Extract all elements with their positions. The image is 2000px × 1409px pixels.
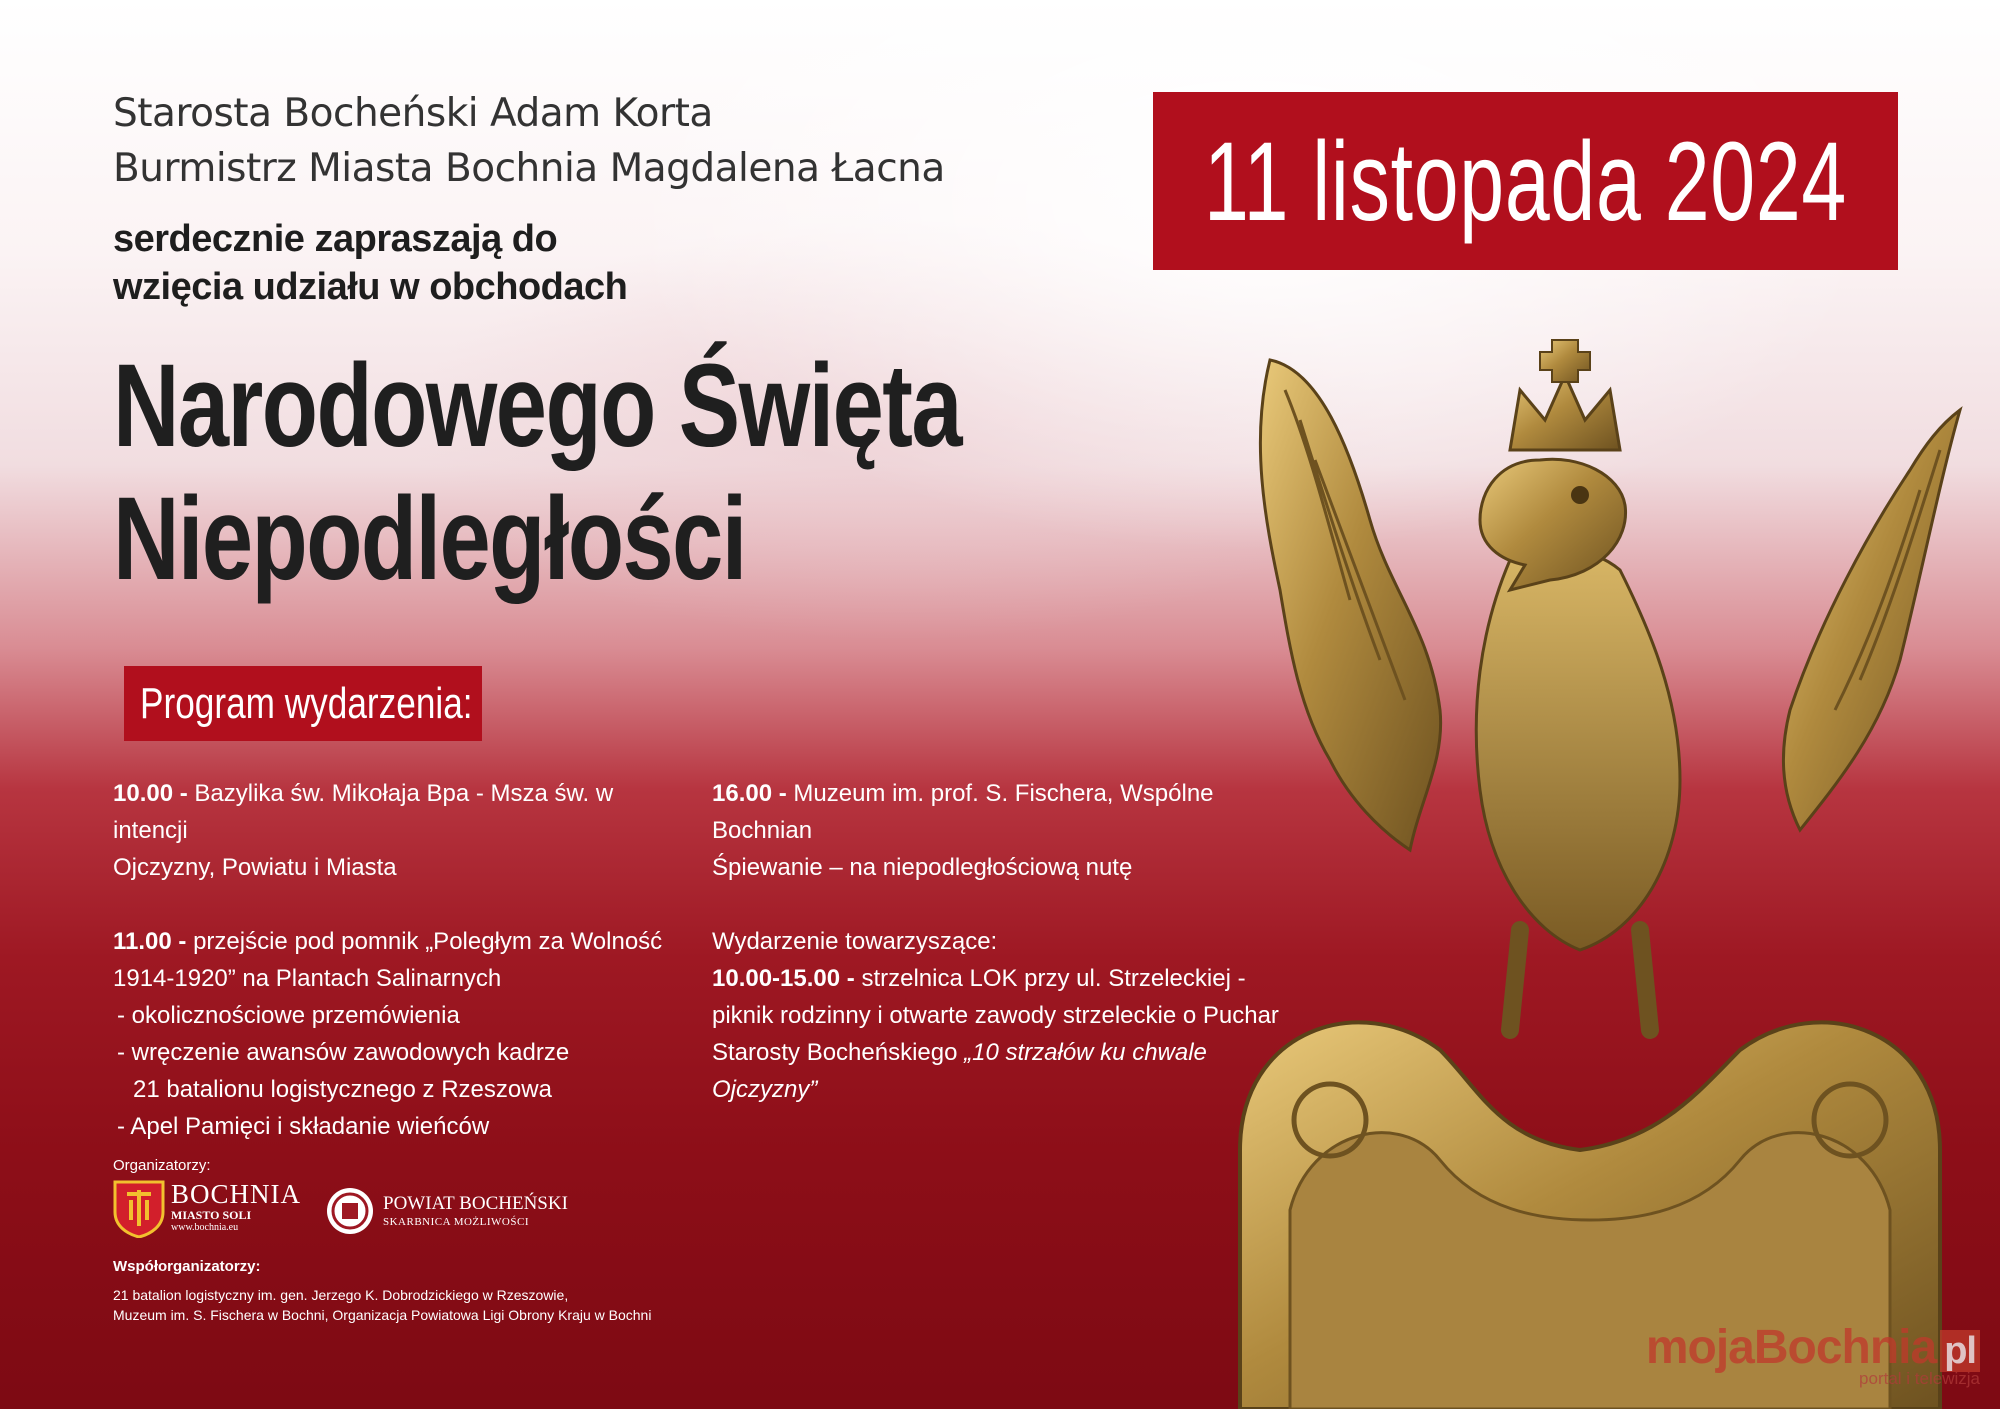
event-title-line-2: Niepodległości: [113, 473, 746, 605]
program-heading-box: [124, 666, 482, 741]
program-subitem: - Apel Pamięci i składanie wieńców: [117, 1113, 490, 1140]
watermark: [1646, 1320, 1980, 1389]
event-title-line-1: Narodowego Święta: [113, 340, 962, 472]
program-item-text: Śpiewanie – na niepodległościową nutę: [712, 854, 1133, 881]
side-event-heading: Wydarzenie towarzyszące:: [712, 928, 998, 955]
side-event-motto: „10 strzałów ku chwale Ojczyzny”: [712, 1039, 1207, 1103]
powiat-logo: [325, 1186, 568, 1236]
bochnia-name: BOCHNIA: [171, 1179, 302, 1209]
powiat-emblem-icon: [325, 1186, 375, 1236]
program-item-text: Bazylika św. Mikołaja Bpa - Msza św. w intencji: [113, 780, 614, 844]
coorganizer-line: Muzeum im. S. Fischera w Bochni, Organizacja Powiatowa Ligi Obrony Kraju w Bochni: [113, 1307, 652, 1323]
bochnia-tagline: MIASTO SOLI: [171, 1208, 252, 1222]
program-subitem: - wręczenie awansów zawodowych kadrze: [117, 1039, 570, 1066]
watermark-tagline: portal i telewizja: [1859, 1369, 1980, 1388]
program-item-1600: [712, 775, 1312, 886]
powiat-name: POWIAT BOCHEŃSKI: [383, 1193, 568, 1214]
coorganizers-list: [113, 1285, 813, 1325]
invitation-line-2: wzięcia udziału w obchodach: [113, 266, 628, 308]
invitation: [113, 215, 627, 311]
side-event-text: piknik rodzinny i otwarte zawody strzeleckie o Puchar: [712, 1002, 1279, 1029]
side-event-time: 10.00-15.00 -: [712, 965, 855, 992]
program-subitem: - okolicznościowe przemówienia: [117, 1002, 460, 1029]
program-item-time: 10.00 -: [113, 780, 188, 807]
host-burmistrz: Burmistrz Miasta Bochnia Magdalena Łacna: [113, 146, 945, 191]
program-item-time: 11.00 -: [113, 928, 187, 955]
event-title: [113, 340, 961, 606]
program-item-text: Muzeum im. prof. S. Fischera, Wspólne Bochnian: [712, 780, 1214, 844]
program-column-right: [712, 775, 1312, 1108]
program-column-left: [113, 775, 673, 1182]
hosts: [113, 86, 945, 196]
program-item-1100: [113, 923, 673, 1145]
organizers-label: Organizatorzy:: [113, 1157, 211, 1174]
coorganizers-label: Współorganizatorzy:: [113, 1258, 261, 1275]
program-item-time: 16.00 -: [712, 780, 787, 807]
coorganizer-line: 21 batalion logistyczny im. gen. Jerzego K. Dobrodzickiego w Rzeszowie,: [113, 1287, 569, 1303]
program-item-text: Ojczyzny, Powiatu i Miasta: [113, 854, 397, 881]
invitation-line-1: serdecznie zapraszają do: [113, 218, 558, 260]
bochnia-url: www.bochnia.eu: [171, 1222, 239, 1233]
bochnia-logo: [113, 1180, 301, 1238]
watermark-suffix: pl: [1940, 1330, 1980, 1372]
program-item-text: 1914-1920” na Plantach Salinarnych: [113, 965, 502, 992]
watermark-brand: mojaBochnia: [1645, 1321, 1937, 1374]
bochnia-crest-icon: [113, 1180, 165, 1238]
side-event-text: strzelnica LOK przy ul. Strzeleckiej -: [854, 965, 1246, 992]
side-event: [712, 923, 1312, 1108]
event-date: 11 listopada 2024: [1204, 118, 1847, 244]
program-heading: Program wydarzenia:: [140, 678, 473, 728]
program-item-1000: [113, 775, 673, 886]
program-subitem: 21 batalionu logistycznego z Rzeszowa: [133, 1076, 552, 1103]
program-item-text: przejście pod pomnik „Poległym za Wolność: [186, 928, 663, 955]
date-banner: [1153, 92, 1898, 270]
powiat-tagline: SKARBNICA MOŻLIWOŚCI: [383, 1216, 529, 1228]
side-event-text: Starosty Bocheńskiego: [712, 1039, 965, 1066]
host-starosta: Starosta Bocheński Adam Korta: [113, 91, 713, 136]
